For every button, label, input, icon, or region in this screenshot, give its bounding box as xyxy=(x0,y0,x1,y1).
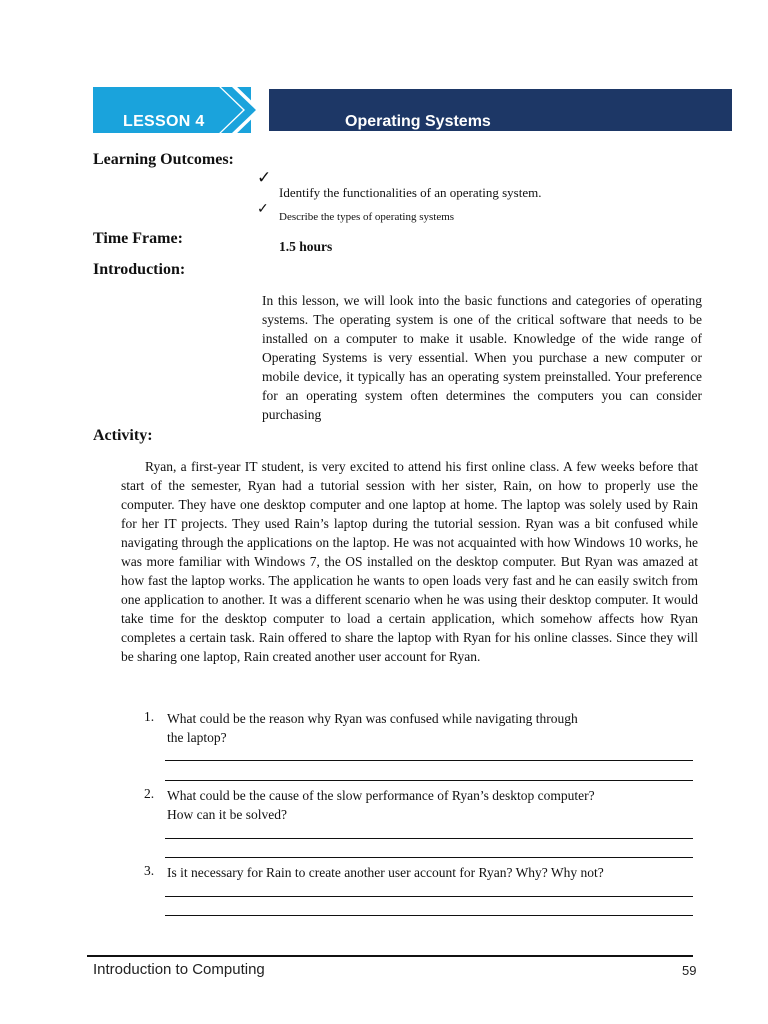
introduction-text: In this lesson, we will look into the basic functions and categories of operating systems. The operating system is one of the critical software that needs to be installed on a computer to make it usable. Knowledge of the wide range of Operating Systems is very essential. When you purchase a new computer or mobile device, it typically has an operating system preinstalled. Your preference for an operating system often determines the computers you can consider purchasing xyxy=(262,293,702,422)
answer-line[interactable] xyxy=(165,915,693,916)
checkmark-icon: ✓ xyxy=(257,168,272,187)
question-text xyxy=(167,863,687,882)
learning-outcomes-heading: Learning Outcomes: xyxy=(93,151,234,168)
question-number: 3. xyxy=(144,863,155,878)
footer-course-title: Introduction to Computing xyxy=(93,961,265,978)
lesson-banner xyxy=(93,87,732,133)
time-frame-value: 1.5 hours xyxy=(279,239,333,254)
answer-line[interactable] xyxy=(165,896,693,897)
question-number: 2. xyxy=(144,786,155,801)
time-frame-heading: Time Frame: xyxy=(93,230,183,247)
activity-text: Ryan, a first-year IT student, is very excited to attend his first online class. A few weeks before that start of the semester, Ryan had a tutorial session with her sister, Rain, on how to properly use the computer. They have one desktop computer and one laptop at home. The laptop was solely used by Rain for her IT projects. They used Rain’s laptop during the tutorial session. Ryan was a bit confused while navigating through the applications on the laptop. He was not acquainted with how Windows 10 works, he was more familiar with Windows 7, the OS installed on the desktop computer. But Ryan was amazed at how fast the laptop works. The application he wants to open loads very fast and he can easily switch from one application to another. It was a different scenario when he was using their desktop computer. It would take time for the desktop computer to load a certain application, which somehow affects how Ryan completes a certain task. Rain offered to share the laptop with Ryan for his online classes. Since they will be sharing one laptop, Rain created another user account for Ryan. xyxy=(121,459,698,664)
title-bar xyxy=(269,89,732,131)
question-number: 1. xyxy=(144,709,155,724)
introduction-heading: Introduction: xyxy=(93,261,186,278)
question-text xyxy=(167,786,687,824)
lesson-number: LESSON 4 xyxy=(123,113,205,130)
lesson-title: Operating Systems xyxy=(345,113,491,130)
question-line: What could be the cause of the slow performance of Ryan’s desktop computer? xyxy=(167,788,595,803)
question-line: What could be the reason why Ryan was confused while navigating through xyxy=(167,711,578,726)
answer-line[interactable] xyxy=(165,838,693,839)
answer-line[interactable] xyxy=(165,760,693,761)
outcome-item: Describe the types of operating systems xyxy=(279,211,455,223)
answer-line[interactable] xyxy=(165,780,693,781)
chevron-right-icon xyxy=(215,83,271,137)
page-number: 59 xyxy=(682,963,697,978)
question-line: Is it necessary for Rain to create another user account for Ryan? Why? Why not? xyxy=(167,865,604,880)
answer-line[interactable] xyxy=(165,857,693,858)
checkmark-icon: ✓ xyxy=(257,202,269,217)
footer-rule xyxy=(87,955,693,957)
question-line: the laptop? xyxy=(167,730,227,745)
outcome-item: Identify the functionalities of an operating system. xyxy=(279,185,542,200)
question-line: How can it be solved? xyxy=(167,807,287,822)
activity-heading: Activity: xyxy=(93,427,153,444)
question-text xyxy=(167,709,687,747)
